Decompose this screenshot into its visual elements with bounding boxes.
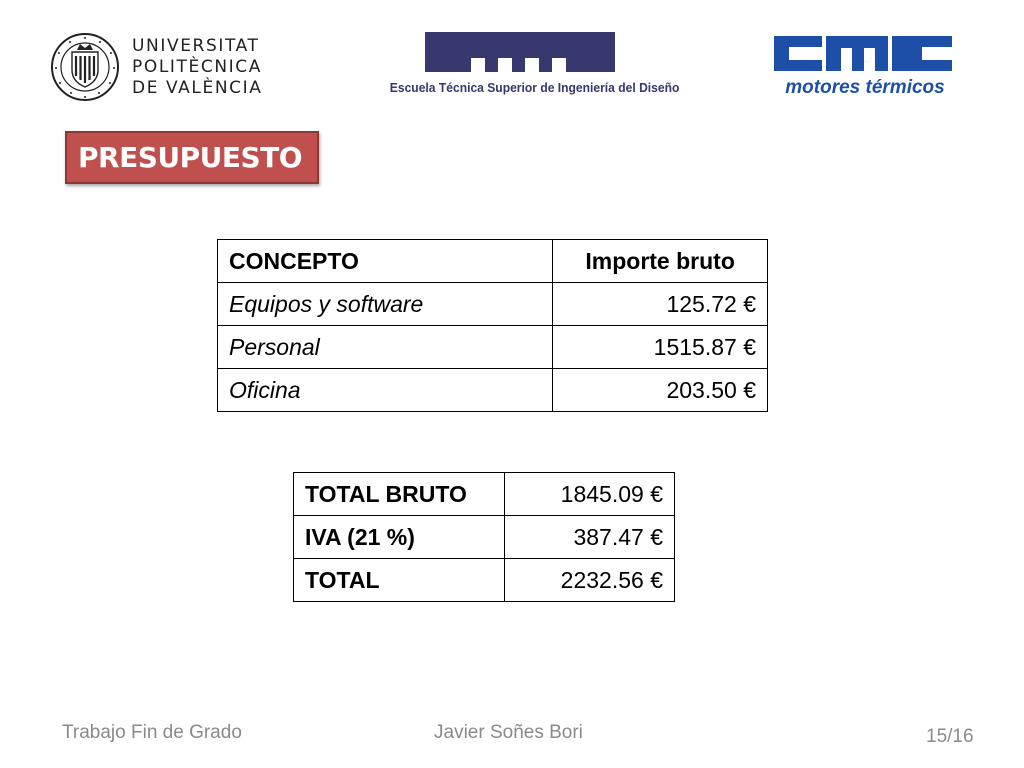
total-amount-cell: 1845.09 € (504, 473, 674, 516)
cmt-label: motores térmicos (785, 77, 945, 98)
concept-table (217, 239, 768, 412)
upv-line-1: UNIVERSITAT (132, 36, 260, 56)
table-row (294, 473, 675, 516)
university-seal-icon (50, 32, 120, 102)
table-row (294, 559, 675, 602)
cmt-mark-text: cmt (866, 62, 868, 63)
total-amount-cell: 387.47 € (504, 516, 674, 559)
amount-cell: 203.50 € (553, 369, 768, 412)
page-number: 15/16 (926, 726, 974, 747)
upv-line-2: POLITÈCNICA (132, 57, 262, 77)
table-row (294, 516, 675, 559)
header-amount: Importe bruto (553, 240, 768, 283)
header-concept: CONCEPTO (218, 240, 553, 283)
total-label-cell: TOTAL BRUTO (294, 473, 505, 516)
building-icon (425, 32, 615, 72)
etsid-name: Escuela Técnica Superior de Ingeniería del Diseño (389, 80, 680, 95)
footer-project-type: Trabajo Fin de Grado (62, 722, 242, 743)
total-amount-cell: 2232.56 € (504, 559, 674, 602)
total-label-cell: TOTAL (294, 559, 505, 602)
cmt-mark-icon (774, 32, 958, 74)
etsid-logo (380, 30, 680, 105)
upv-logo (50, 30, 275, 106)
concept-cell: Oficina (218, 369, 553, 412)
table-row (218, 369, 768, 412)
upv-line-3: DE VALÈNCIA (132, 78, 263, 98)
table-row (218, 283, 768, 326)
concept-cell: Personal (218, 326, 553, 369)
amount-cell: 1515.87 € (553, 326, 768, 369)
footer-author: Javier Soñes Bori (434, 722, 583, 743)
totals-table (293, 472, 675, 602)
cmt-logo (770, 30, 960, 102)
table-row (218, 326, 768, 369)
upv-wordmark (132, 36, 282, 99)
table-header-row (218, 240, 768, 283)
page-title: PRESUPUESTO (65, 131, 319, 184)
concept-cell: Equipos y software (218, 283, 553, 326)
total-label-cell: IVA (21 %) (294, 516, 505, 559)
amount-cell: 125.72 € (553, 283, 768, 326)
